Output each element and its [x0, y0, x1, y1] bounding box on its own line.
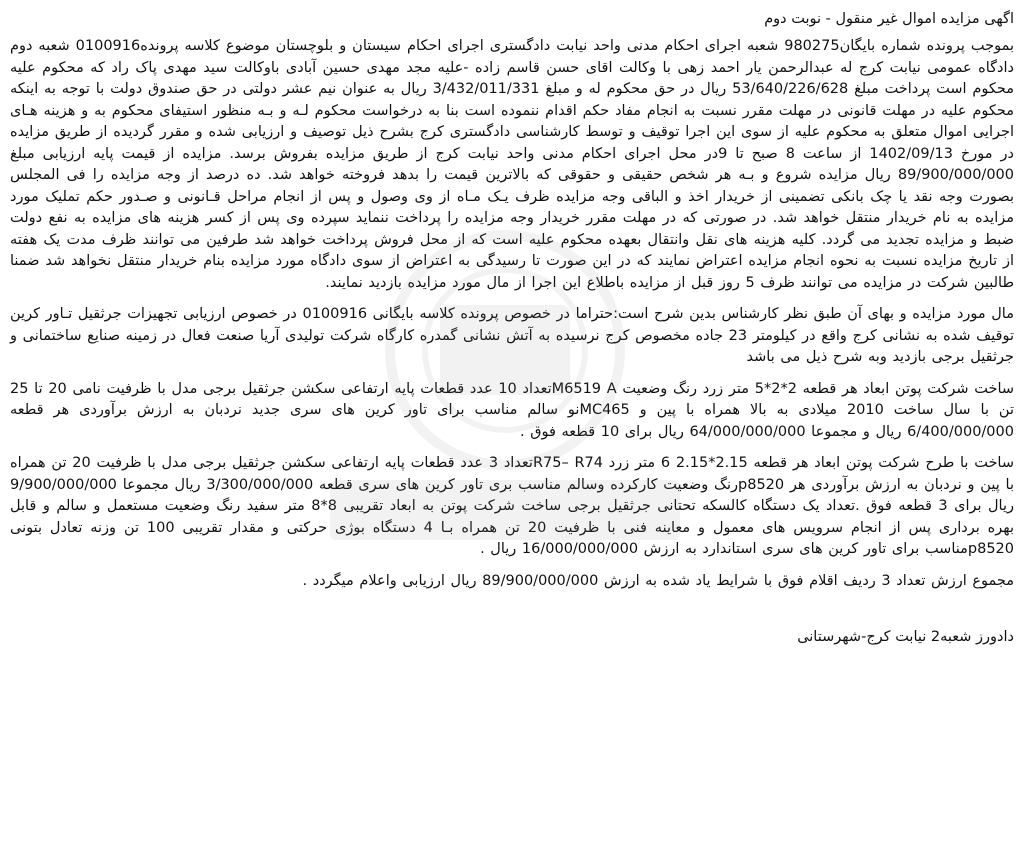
- signature-line: دادورز شعبه2 نیابت کرج-شهرستانی: [797, 629, 1014, 645]
- paragraph-expert-intro: مال مورد مزایده و بهای آن طبق نظر کارشناس بدین شرح است:حتراما در خصوص پرونده کلاسه بایگانی 0100916 در خصوص ارزیابی تجهیزات جرثقیل تـاور کرین توقیف شده به نشانی کرج واقع در کیلومتر 23 جاده مخصوص کرج نرسیده به آتش نشانی گمدره کارگاه شرکت تولیدی آریا صنعت فعال در زمینه صنایع ساختمانی و جرثقیل برجی بازدید وبه شرح ذیل می باشد: [10, 306, 1015, 365]
- paragraph-auction-terms: بموجب پرونده شماره بایگان980275 شعبه اجرای احکام مدنی واحد نیابت دادگستری اجرای احکام سیستان و بلوچستان موضوع کلاسه پرونده0100916 شعبه دوم دادگاه عمومی نیابت کرج له عبدالرحمن یار احمد زهی با وکالت اقای حسن قاسم زاده -علیه مجد مهدی حسین آبادی باوکالت سید مهدی پاک راد که محکوم علیه محکوم است پرداخت مبلغ 53/640/226/628 ریال در حق محکوم له و مبلغ 3/432/011/331 ریال به عنوان نیم عشر دولتی در حق صندوق دولت با توجه به اینکه محکوم علیه در مهلت قانونی در مهلت مقرر نسبت به انجام مفاد حکم اقدام ننموده است بنا به درخواست محکوم لـه و بـه منظور استیفای محکوم به و هزینه هـای اجرایی اموال متعلق به محکوم علیه از سوی این اجرا توقیف و توسط کارشناسی دادگستری کرج بشرح ذیل توصیف و ارزیابی شده و مقرر گردیده از طریق مزایده در مورخ 1402/09/13 از ساعت 8 صبح تا 9در محل اجرای احکام مدنی واحد نیابت کرج از طریق مزایده بفروش برسد. مزایده از قیمت پایه ارزیابی مبلغ 89/900/000/000 ریال مزایده شروع و بـه هر شخص حقیقی و حقوقی که بالاترین قیمت را بدهد فروخته خواهد شد. ده درصد از وجه مزایده را فی المجلس بصورت وجه نقد یا چک بانکی تضمینی از خریدار اخذ و الباقی وجه مزایده ظرف یـک مـاه از وی وصول و پس از انجام مراحل قـانونی و صـدور حکم تملیک مورد مزایده به نام خریدار منتقل خواهد شد. در صورتی که در مهلت مقرر خریدار وجه مزایده را پرداخت ننماید سپرده وی پس از کسر هزینه های مزایده به نفع دولت ضبط و مزایده تجدید می گردد. کلیه هزینه های نقل وانتقال بعهده محکوم علیه است که از محل فروش پرداخت خواهد شد طرفین می توانند ظرف مدت یک هفته از تاریخ مزایده نسبت به نحوه انجام مزایده اعتراض نمایند که در این صورت تا رسیدگی به اعتراض از سوی دادگاه مورد مزایده بنام خریدار منتقل نخواهد شد ضمنا طالبین شرکت در مزایده می توانند ظرف 5 روز قبل از مزایده باطلاع این اجرا از مال مورد مزایده بازدید نمایند.: [10, 38, 1014, 291]
- notice-title: اگهی مزایده اموال غیر منقول - نوبت دوم: [764, 11, 1014, 27]
- paragraph-item-2-3: ساخت با طرح شرکت پوتن ابعاد هر قطعه 2.15*2.15 6 متر زرد R75– R74تعداد 3 عدد قطعات پایه ارتفاعی سکشن جرثقیل برجی مدل با ظرفیت 20 تن همراه با پین و نردبان به ارزش برآوردی هر p8520رنگ وضعیت کارکرده وسالم مناسب بری تاور کرین های سری قطعه 3/300/000/000 ریال مجموعا 9/900/000/000 ریال برای 3 قطعه فوق .تعداد یک دستگاه کالسکه تحتانی جرثقیل برجی ساخت شرکت پوتن به ابعاد تقریبی 8*8 متر سفید رنگ وضعیت مستعمل و سالم و قابل بهره برداری پس از انجام سرویس های معمول و معاینه فنی با ظرفیت 20 تن همراه بـا 4 دستگاه بوژی حرکتی و مقدار تقریبی 100 تن وزنه تعادل بتونی p8520مناسب برای تاور کرین های سری استاندارد به ارزش 16/000/000/000 ریال .: [10, 455, 1014, 557]
- paragraph-item-1: ساخت شرکت پوتن ابعاد هر قطعه 2*2*5 متر زرد رنگ وضعیت M6519 Aتعداد 10 عدد قطعات پایه ارتفاعی سکشن جرثقیل برجی مدل با ظرفیت نامی 20 تا 25 تن با سال ساخت 2010 میلادی به بالا همراه با پین و MC465نو سالم مناسب برای تاور کرین های سری جدید نردبان به ارزش برآوردی هر قطعه 6/400/000/000 ریال و مجموعا 64/000/000/000 ریال برای 10 قطعه فوق .: [10, 380, 1015, 440]
- paragraph-total-value: مجموع ارزش تعداد 3 ردیف اقلام فوق با شرایط یاد شده به ارزش 89/900/000/000 ریال ارزیابی واعلام میگردد .: [302, 572, 1014, 589]
